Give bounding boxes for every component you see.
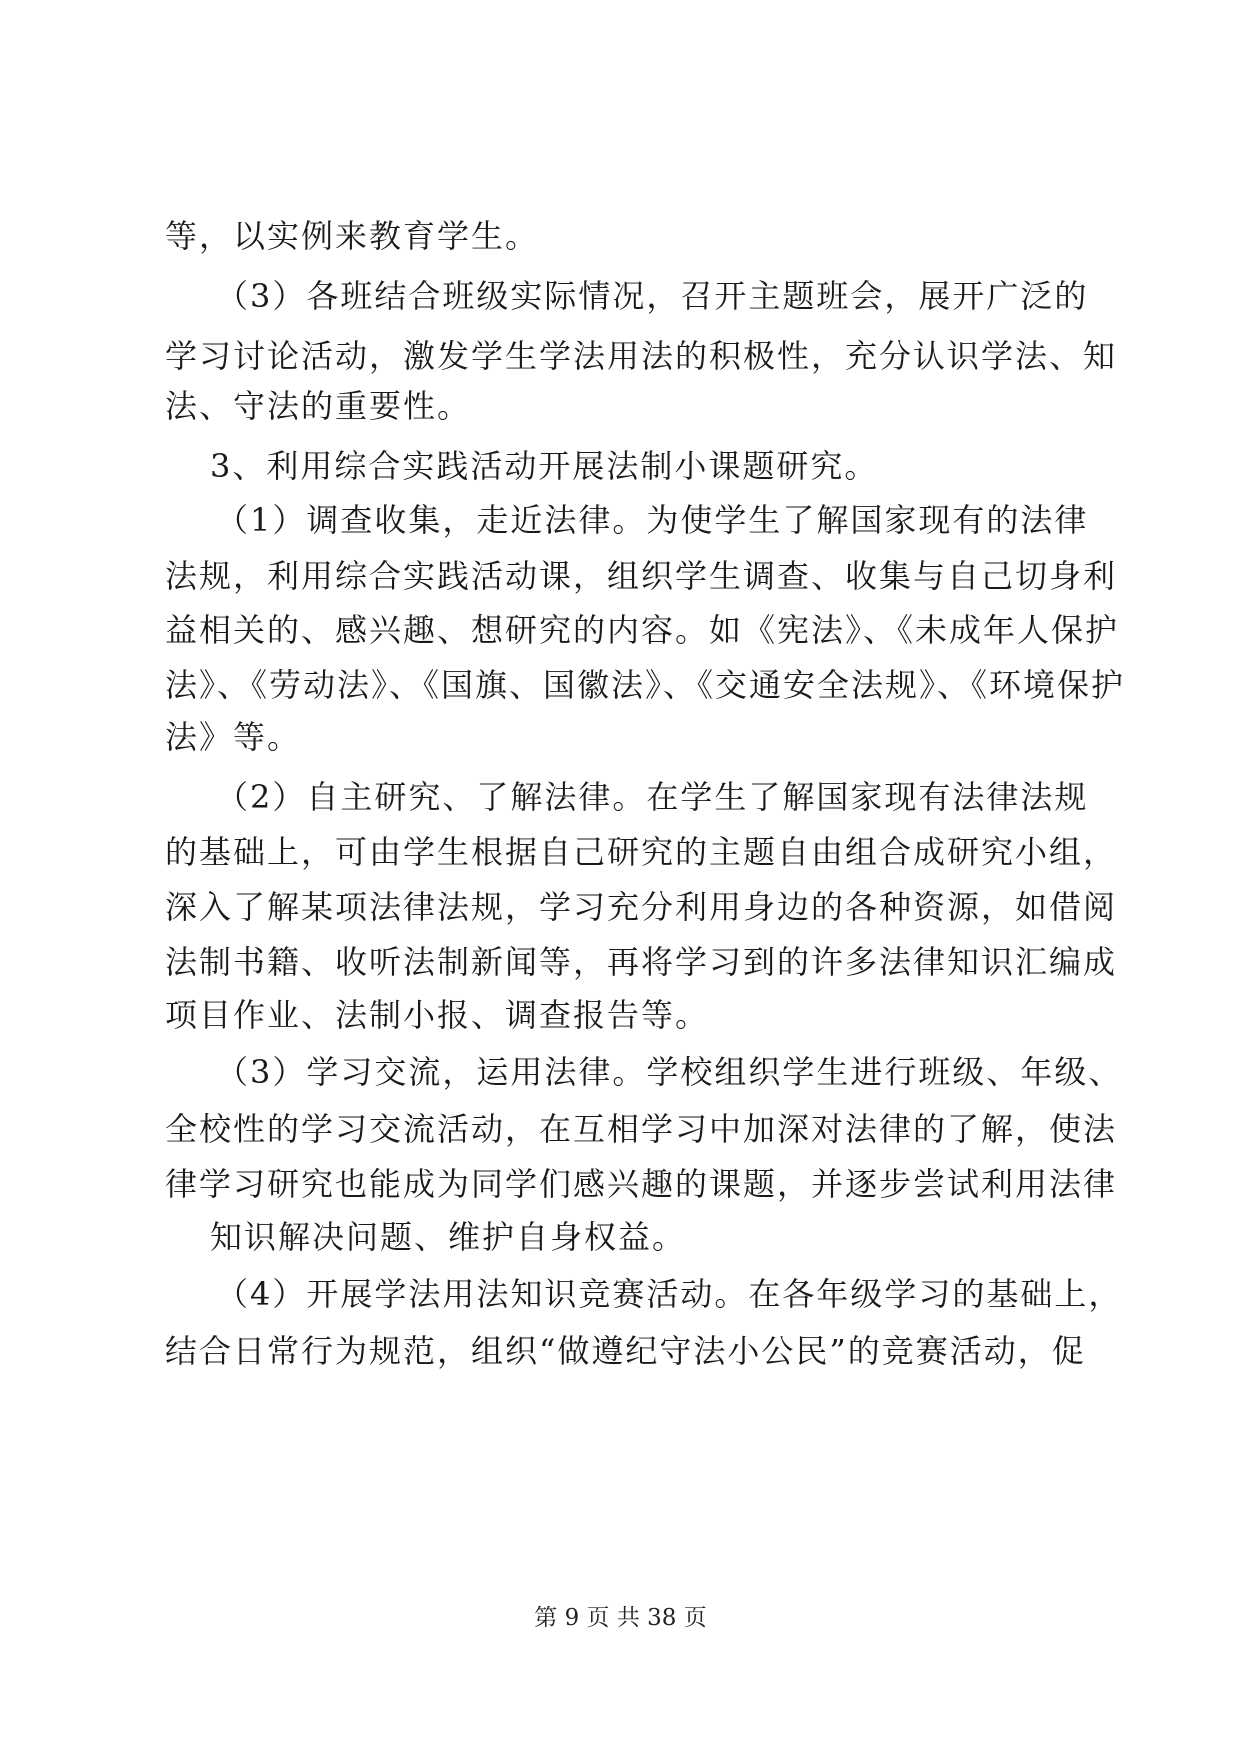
text-line-21: 结合日常行为规范，组织“做遵纪守法小公民”的竞赛活动，促 [165, 1332, 1086, 1370]
text-line-12: 的基础上，可由学生根据自己研究的主题自由组合成研究小组， [165, 833, 1118, 871]
text-line-20: （4）开展学法用法知识竞赛活动。在各年级学习的基础上， [216, 1275, 1123, 1313]
text-line-9: 法》、《劳动法》、《国旗、国徽法》、《交通安全法规》、《环境保护 [165, 666, 1126, 704]
text-line-11: （2）自主研究、了解法律。在学生了解国家现有法律法规 [216, 778, 1089, 816]
text-line-15: 项目作业、法制小报、调查报告等。 [165, 996, 710, 1034]
text-line-5: 3、利用综合实践活动开展法制小课题研究。 [210, 447, 879, 485]
text-line-7: 法规，利用综合实践活动课，组织学生调查、收集与自己切身利 [165, 557, 1118, 595]
text-line-19: 知识解决问题、维护自身权益。 [210, 1218, 687, 1256]
text-line-4: 法、守法的重要性。 [165, 387, 472, 425]
text-line-14: 法制书籍、收听法制新闻等，再将学习到的许多法律知识汇编成 [165, 943, 1118, 981]
text-line-2: （3）各班结合班级实际情况，召开主题班会，展开广泛的 [216, 277, 1089, 315]
text-line-8: 益相关的、感兴趣、想研究的内容。如《宪法》、《未成年人保护 [165, 611, 1120, 649]
text-line-1: 等，以实例来教育学生。 [165, 217, 540, 255]
text-line-17: 全校性的学习交流活动，在互相学习中加深对法律的了解，使法 [165, 1110, 1118, 1148]
text-line-6: （1）调查收集，走近法律。为使学生了解国家现有的法律 [216, 501, 1089, 539]
text-line-3: 学习讨论活动，激发学生学法用法的积极性，充分认识学法、知 [165, 337, 1118, 375]
text-line-13: 深入了解某项法律法规，学习充分利用身边的各种资源，如借阅 [165, 888, 1118, 926]
text-line-18: 律学习研究也能成为同学们感兴趣的课题，并逐步尝试利用法律 [165, 1165, 1118, 1203]
text-line-10: 法》等。 [165, 718, 302, 756]
page-number-footer: 第 9 页 共 38 页 [534, 1605, 707, 1631]
text-line-16: （3）学习交流，运用法律。学校组织学生进行班级、年级、 [216, 1053, 1123, 1091]
